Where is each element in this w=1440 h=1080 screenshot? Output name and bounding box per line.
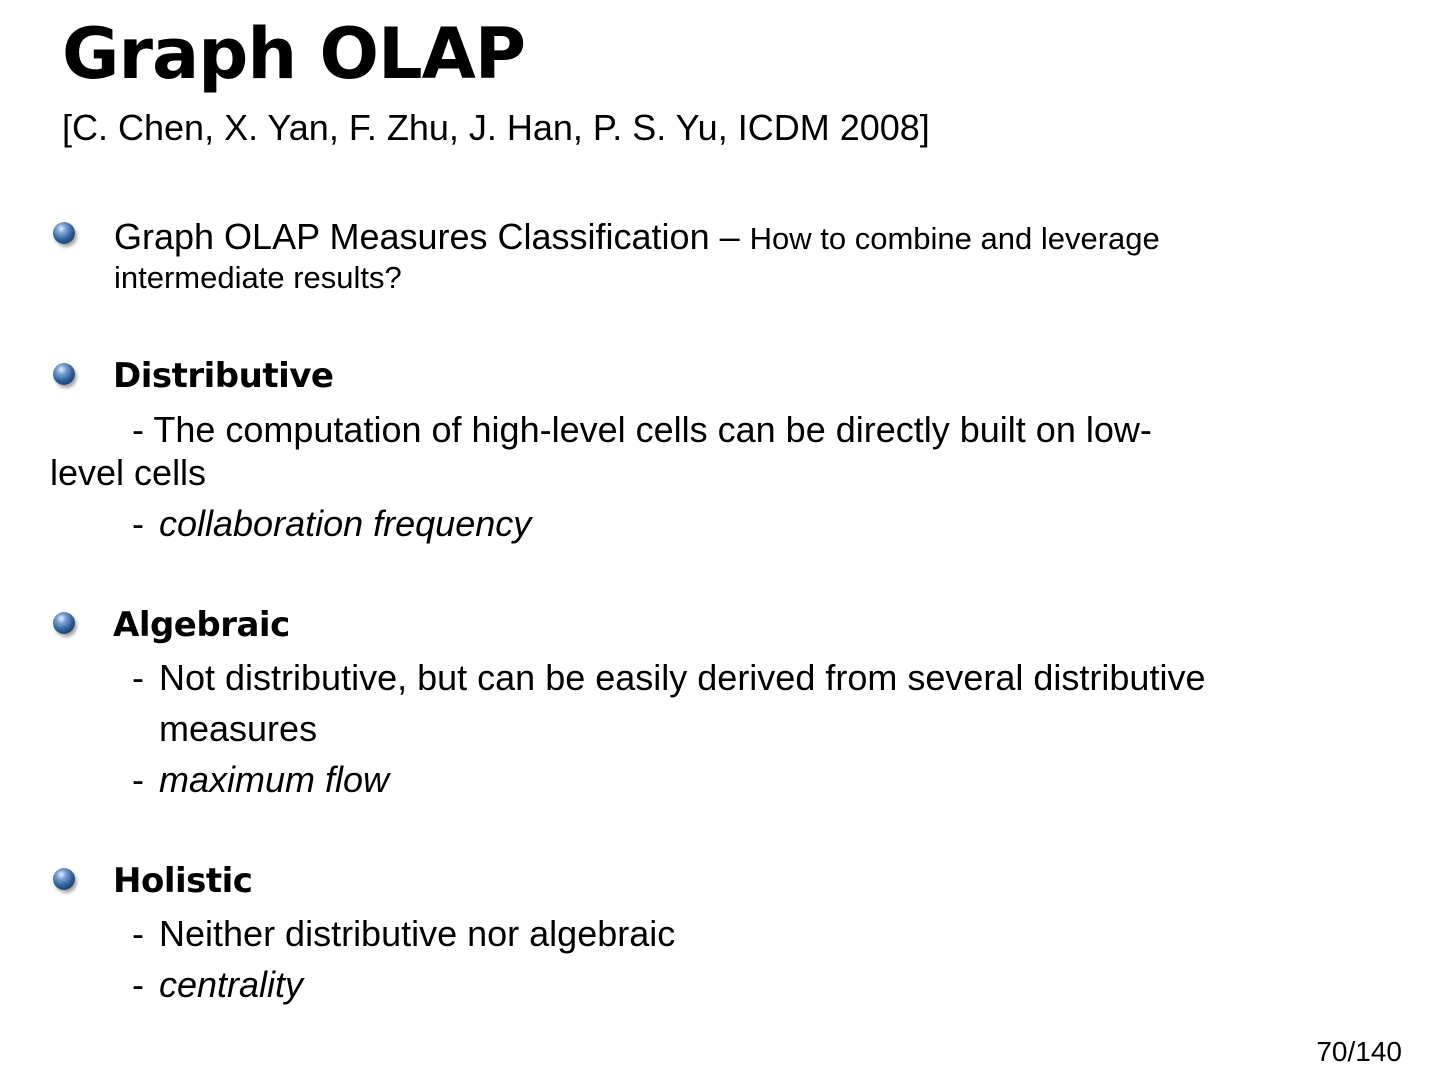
intro-main: Graph OLAP Measures Classification –: [114, 216, 750, 257]
algebraic-example: maximum flow: [159, 759, 390, 800]
page-number: 70/140: [1316, 1036, 1402, 1067]
holistic-example: centrality: [159, 964, 304, 1005]
algebraic-dash-1: -: [132, 657, 144, 698]
citation: [C. Chen, X. Yan, F. Zhu, J. Han, P. S. Yu, ICDM 2008]: [62, 107, 930, 148]
holistic-heading: Holistic: [113, 861, 253, 901]
bullet-icon: [53, 363, 75, 385]
intro-sub-2: intermediate results?: [114, 260, 402, 295]
distributive-dash: -: [132, 503, 144, 544]
distributive-example: collaboration frequency: [159, 503, 532, 544]
bullet-icon: [53, 868, 75, 890]
distributive-desc-2: level cells: [50, 452, 207, 493]
holistic-dash-2: -: [132, 964, 144, 1005]
holistic-desc: Neither distributive nor algebraic: [159, 913, 676, 954]
bullet-icon: [53, 222, 75, 244]
algebraic-dash-2: -: [132, 759, 144, 800]
holistic-dash-1: -: [132, 913, 144, 954]
intro-line-1: [114, 216, 1160, 258]
slide-title: Graph OLAP: [62, 13, 526, 95]
distributive-desc-1: - The computation of high-level cells can be directly built on low-: [132, 409, 1152, 450]
bullet-icon: [53, 612, 75, 634]
distributive-heading: Distributive: [113, 356, 334, 396]
intro-sub-1: How to combine and leverage: [749, 221, 1160, 256]
algebraic-desc-1: Not distributive, but can be easily derived from several distributive: [159, 657, 1206, 698]
algebraic-desc-2: measures: [159, 708, 318, 749]
algebraic-heading: Algebraic: [113, 605, 290, 645]
